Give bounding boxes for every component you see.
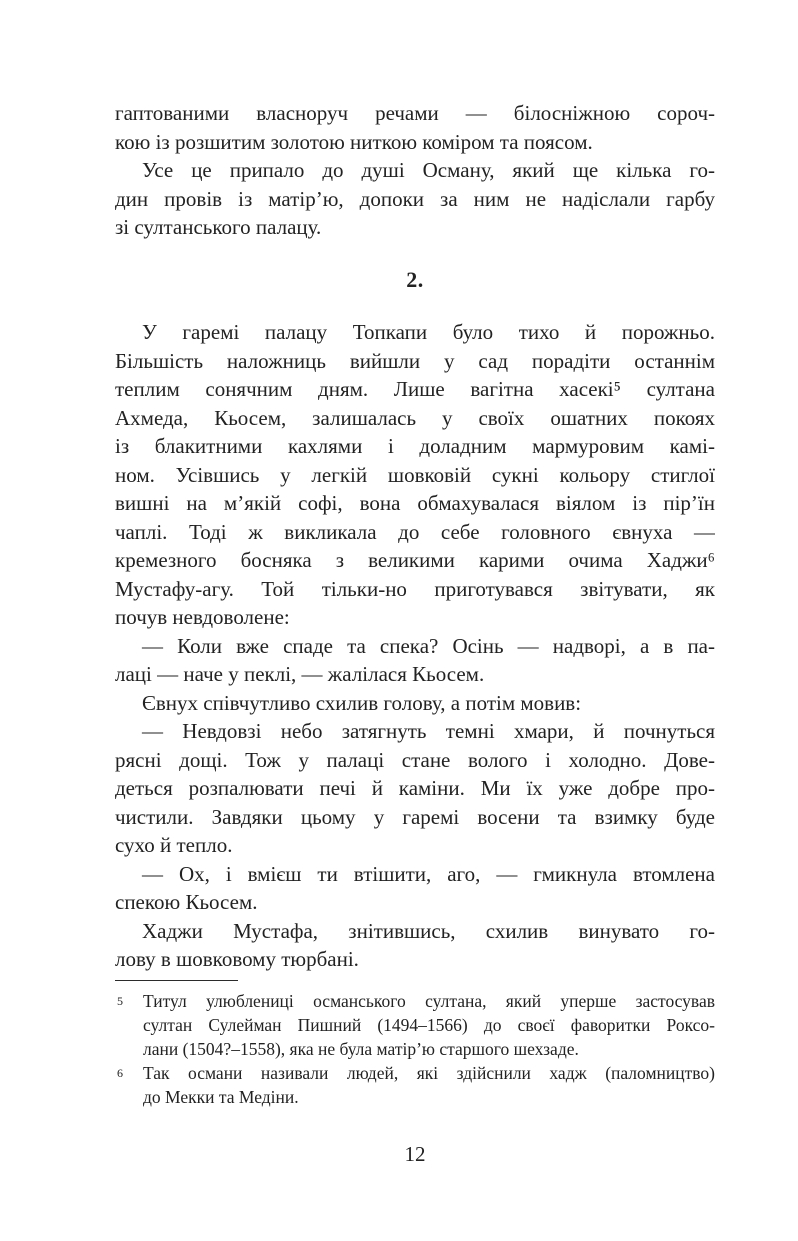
footnote-line: лани (1504?–1558), яка не була матір’ю старшого шехзаде. xyxy=(143,1038,579,1059)
paragraphs-before-heading xyxy=(115,99,715,242)
text-line: рясні дощі. Тож у палаці стане волого і холодно. Дове- xyxy=(115,747,715,772)
text-line: кою із розшитим золотою ниткою коміром та поясом. xyxy=(115,129,593,154)
paragraph xyxy=(115,318,715,632)
text-line: — Невдовзі небо затягнуть темні хмари, й почнуться xyxy=(142,719,715,743)
text-line: вишні на м’якій софі, вона обмахувалася віялом із пір’їн xyxy=(115,491,715,515)
footnotes-section xyxy=(115,989,715,1109)
paragraph xyxy=(115,156,715,242)
text-line: зі султанського палацу. xyxy=(115,215,322,239)
text-line: Ахмеда, Кьосем, залишалась у своїх ошатних покоях xyxy=(115,405,715,430)
text-column xyxy=(115,99,715,1109)
text-line: чаплі. Тоді ж викликала до себе головного євнуха — xyxy=(115,519,715,544)
text-line: Мустафу-агу. Той тільки-но приготувався звітувати, як xyxy=(115,576,715,601)
paragraph xyxy=(115,99,715,156)
paragraph xyxy=(115,717,715,860)
text-line: ном. Усівшись у легкій шовковій сукні кольору стиглої xyxy=(115,462,715,487)
section-heading: 2. xyxy=(406,266,424,292)
text-line: із блакитними кахлями і доладним мармуровим камі- xyxy=(115,434,715,458)
text-line: дин провів із матір’ю, допоки за ним не надіслали гарбу xyxy=(115,186,715,211)
paragraph xyxy=(115,632,715,689)
text-line: Усе це припало до душі Осману, який ще кілька го- xyxy=(142,158,715,182)
footnote-line: до Мекки та Медіни. xyxy=(143,1086,299,1107)
footnote-line: Титул улюблениці османського султана, який уперше застосував xyxy=(143,990,715,1011)
text-line: — Ох, і вмієш ти втішити, аго, — гмикнула втомлена xyxy=(142,861,715,886)
footnote xyxy=(115,989,715,1061)
paragraph xyxy=(115,689,715,718)
text-line: чистили. Завдяки цьому у гаремі восени та взимку буде xyxy=(115,804,715,829)
footnote-text xyxy=(143,989,715,1061)
text-line: Євнух співчутливо схилив голову, а потім мовив: xyxy=(142,690,582,715)
text-line: сухо й тепло. xyxy=(115,833,233,857)
text-line: — Коли вже спаде та спека? Осінь — надворі, а в па- xyxy=(142,633,715,658)
text-line: спекою Кьосем. xyxy=(115,890,258,914)
footnote-text xyxy=(143,1061,715,1109)
text-line: почув невдоволене: xyxy=(115,605,290,629)
footnote-marker: 5 xyxy=(117,993,123,1008)
paragraphs-after-heading xyxy=(115,318,715,974)
page-number: 12 xyxy=(404,1142,426,1166)
text-line: У гаремі палацу Топкапи було тихо й порожньо. xyxy=(142,320,715,344)
text-line: гаптованими власноруч речами — білосніжною сороч- xyxy=(115,101,715,125)
footnote-marker: 6 xyxy=(117,1065,123,1080)
text-line: теплим сонячним дням. Лише вагітна хасекі⁵ султана xyxy=(115,377,715,401)
footnote-line: султан Сулейман Пишний (1494–1566) до своєї фаворитки Роксо- xyxy=(143,1014,715,1035)
text-line: лову в шовковому тюрбані. xyxy=(115,947,359,971)
paragraph xyxy=(115,860,715,917)
text-line: кремезного босняка з великими карими очима Хаджи⁶ xyxy=(115,548,715,572)
text-line: деться розпалювати печі й каміни. Ми їх уже добре про- xyxy=(115,776,715,800)
footnote-separator-rule xyxy=(115,980,238,981)
text-line: лаці — наче у пеклі, — жалілася Кьосем. xyxy=(115,662,485,686)
text-line: Хаджи Мустафа, знітившись, схилив винувато го- xyxy=(142,918,715,943)
text-line: Більшість наложниць вийшли у сад порадіти останнім xyxy=(115,348,715,373)
footnote-line: Так османи називали людей, які здійснили хадж (паломництво) xyxy=(143,1062,715,1083)
footnote xyxy=(115,1061,715,1109)
paragraph xyxy=(115,917,715,974)
